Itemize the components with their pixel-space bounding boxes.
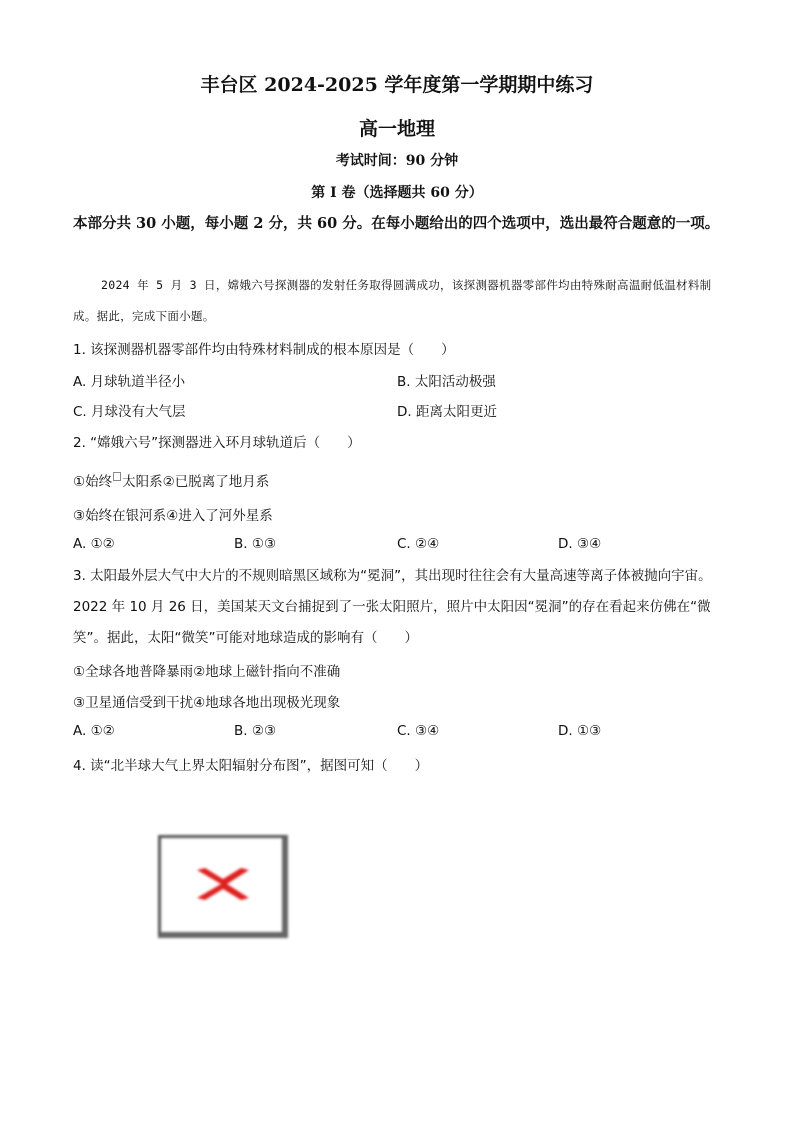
broken-image-icon bbox=[158, 835, 288, 938]
question-2-option-b: B. ①③ bbox=[234, 536, 277, 552]
broken-glyph-icon bbox=[113, 472, 121, 481]
subject-title: 高一地理 bbox=[358, 118, 435, 140]
question-2-stem: 2. “嫦娥六号”探测器进入环月球轨道后（ ） bbox=[73, 435, 361, 451]
question-3-option-b: B. ②③ bbox=[234, 723, 277, 739]
question-1-stem: 1. 该探测器机器零部件均由特殊材料制成的根本原因是（ ） bbox=[73, 342, 455, 358]
red-x-icon bbox=[191, 862, 255, 907]
question-3-option-c: C. ③④ bbox=[397, 723, 440, 739]
question-2-statement-1 bbox=[73, 470, 269, 490]
reading-passage: 2024 年 5 月 3 日，嫦娥六号探测器的发射任务取得圆满成功，该探测器机器零部件均由特殊耐高温耐低温材料制成。据此，完成下面小题。 bbox=[73, 278, 712, 323]
question-2-option-d: D. ③④ bbox=[558, 536, 602, 552]
question-2-option-a: A. ①② bbox=[73, 536, 115, 552]
question-4-stem: 4. 读“北半球大气上界太阳辐射分布图”，据图可知（ ） bbox=[73, 758, 429, 774]
question-1-option-c: C. 月球没有大气层 bbox=[73, 404, 186, 420]
question-3-statement-1: ①全球各地普降暴雨②地球上磁针指向不准确 bbox=[73, 664, 341, 680]
question-1-option-a: A. 月球轨道半径小 bbox=[73, 374, 186, 390]
exam-time: 考试时间：90 分钟 bbox=[335, 153, 459, 169]
question-2-statement-1-end: 太阳系②已脱离了地月系 bbox=[122, 474, 270, 490]
question-2-statement-1-start: ①始终 bbox=[73, 474, 113, 490]
question-3-option-d: D. ①③ bbox=[558, 723, 602, 739]
question-1-option-d: D. 距离太阳更近 bbox=[397, 404, 497, 420]
question-2-option-c: C. ②④ bbox=[397, 536, 440, 552]
section-instructions: 本部分共 30 小题，每小题 2 分，共 60 分。在每小题给出的四个选项中，选出最符合题意的一项。 bbox=[73, 215, 720, 232]
question-2-statement-2: ③始终在银河系④进入了河外星系 bbox=[73, 508, 273, 524]
section-heading: 第 I 卷（选择题共 60 分） bbox=[311, 185, 483, 201]
question-3-stem: 3. 太阳最外层大气中大片的不规则暗黑区域称为“冕洞”，其出现时往往会有大量高速等离子体被抛向宇宙。2022 年 10 月 26 日，美国某天文台捕捉到了一张太阳照片，照片中太阳因“冕洞”的存在看起来仿佛在“微笑”。据此，太阳“微笑”可能对地球造成的影响有（ ） bbox=[73, 568, 712, 646]
exam-title: 丰台区 2024-2025 学年度第一学期期中练习 bbox=[200, 74, 594, 96]
question-1-option-b: B. 太阳活动极强 bbox=[397, 374, 496, 390]
question-3-statement-2: ③卫星通信受到干扰④地球各地出现极光现象 bbox=[73, 695, 341, 711]
question-3-option-a: A. ①② bbox=[73, 723, 115, 739]
